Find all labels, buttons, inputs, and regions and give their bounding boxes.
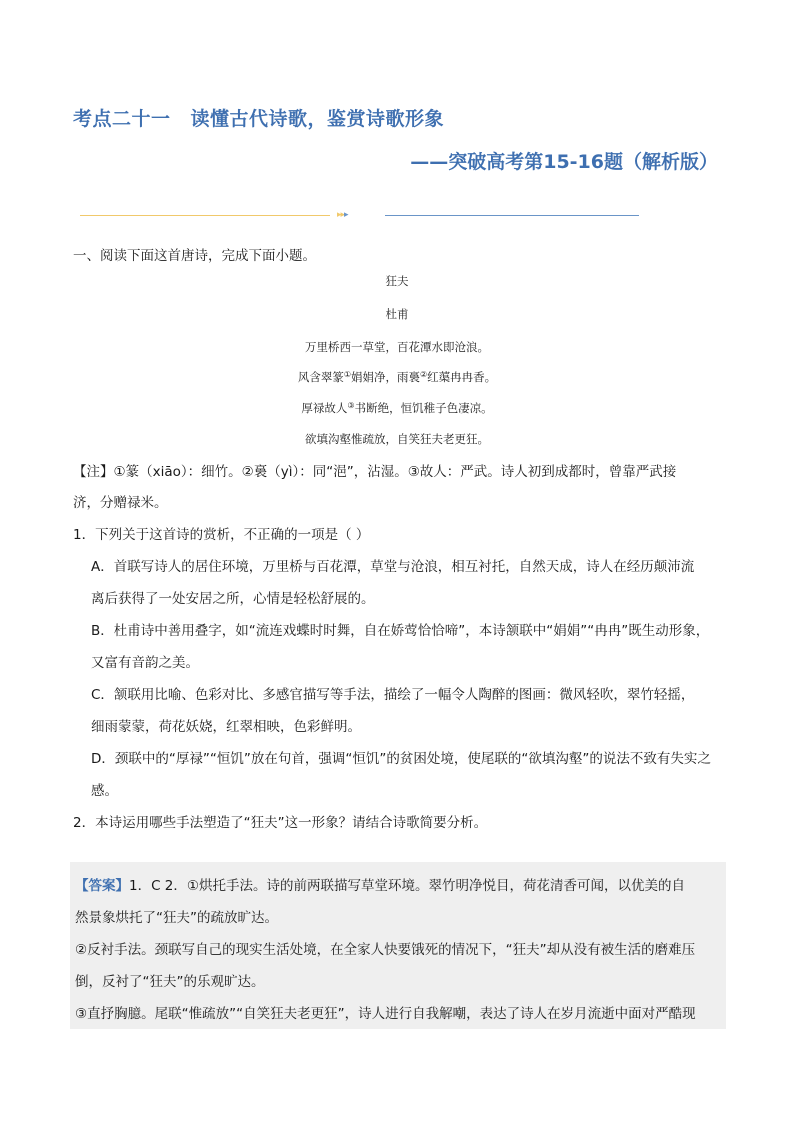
divider-left-line: [80, 215, 330, 216]
notes-line-1: 【注】①篆（xiāo）：细竹。②裛（yì）：同“浥”，沾湿。③故人：严武。诗人初到成都时，曾靠严武接: [73, 464, 677, 480]
notes-line-2: 济，分赠禄米。: [73, 495, 168, 511]
poem-author: 杜甫: [385, 307, 409, 321]
page-title: [73, 104, 444, 131]
page-subtitle: ——突破高考第15-16题（解析版）: [410, 151, 718, 173]
option-c-line-2: 细雨蒙蒙，荷花妖娆，红翠相映，色彩鲜明。: [91, 719, 361, 735]
title-topic-number: 考点二十一: [73, 108, 171, 130]
answer-line-1: 【答案】1．C 2．①烘托手法。诗的前两联描写草堂环境。翠竹明净悦目，荷花清香可闻，以优美的自: [75, 878, 685, 894]
option-d-line-1: D．颈联中的“厚禄”“恒饥”放在句首，强调“恒饥”的贫困处境，使尾联的“欲填沟壑”的说法不致有失实之: [91, 751, 711, 767]
option-b-line-1: B．杜甫诗中善用叠字，如“流连戏蝶时时舞，自在娇莺恰恰啼”，本诗颔联中“娟娟”“冉冉”既生动形象，: [91, 623, 710, 639]
answer-line-2: 然景象烘托了“狂夫”的疏放旷达。: [75, 910, 278, 926]
decorative-divider: [80, 211, 640, 221]
poem-title: 狂夫: [385, 274, 409, 288]
question-2-stem: 2．本诗运用哪些手法塑造了“狂夫”这一形象？请结合诗歌简要分析。: [73, 815, 488, 831]
poem-line-2: 风含翠篆①娟娟净，雨裛②红蕖冉冉香。: [297, 370, 497, 384]
question-1-stem: 1．下列关于这首诗的赏析，不正确的一项是（ ）: [73, 527, 370, 543]
option-d-line-2: 感。: [91, 783, 118, 799]
answer-line-5: ③直抒胸臆。尾联“惟疏放”“自笑狂夫老更狂”，诗人进行自我解嘲，表达了诗人在岁月流逝中面对严酷现: [75, 1006, 696, 1022]
option-a-line-2: 离后获得了一处安居之所，心情是轻松舒展的。: [91, 591, 375, 607]
option-c-line-1: C．颔联用比喻、色彩对比、多感官描写等手法，描绘了一幅令人陶醉的图画：微风轻吹，翠竹轻摇，: [91, 687, 695, 703]
answer-line-3: ②反衬手法。颈联写自己的现实生活处境，在全家人快要饿死的情况下，“狂夫”却从没有被生活的磨难压: [75, 942, 696, 958]
answer-line-4: 倒，反衬了“狂夫”的乐观旷达。: [75, 974, 265, 990]
divider-right-line: [385, 215, 639, 216]
note-marker: ③: [347, 401, 355, 410]
answer-tag: 【答案】: [75, 878, 129, 894]
title-topic-name: 读懂古代诗歌，鉴赏诗歌形象: [190, 108, 445, 130]
poem-line-4: 欲填沟壑惟疏放，自笑狂夫老更狂。: [305, 432, 489, 446]
note-marker: ①: [343, 370, 351, 379]
note-marker: ②: [420, 370, 428, 379]
option-a-line-1: A．首联写诗人的居住环境，万里桥与百花潭，草堂与沧浪，相互衬托，自然天成，诗人在经历颠沛流: [91, 559, 695, 575]
section-intro: 一、阅读下面这首唐诗，完成下面小题。: [73, 248, 316, 264]
poem-line-3: 厚禄故人③书断绝，恒饥稚子色凄凉。: [301, 401, 493, 415]
divider-arrows-icon: ▸▸▸: [337, 210, 348, 220]
option-b-line-2: 又富有音韵之美。: [91, 655, 199, 671]
poem-line-1: 万里桥西一草堂，百花潭水即沧浪。: [305, 340, 489, 354]
